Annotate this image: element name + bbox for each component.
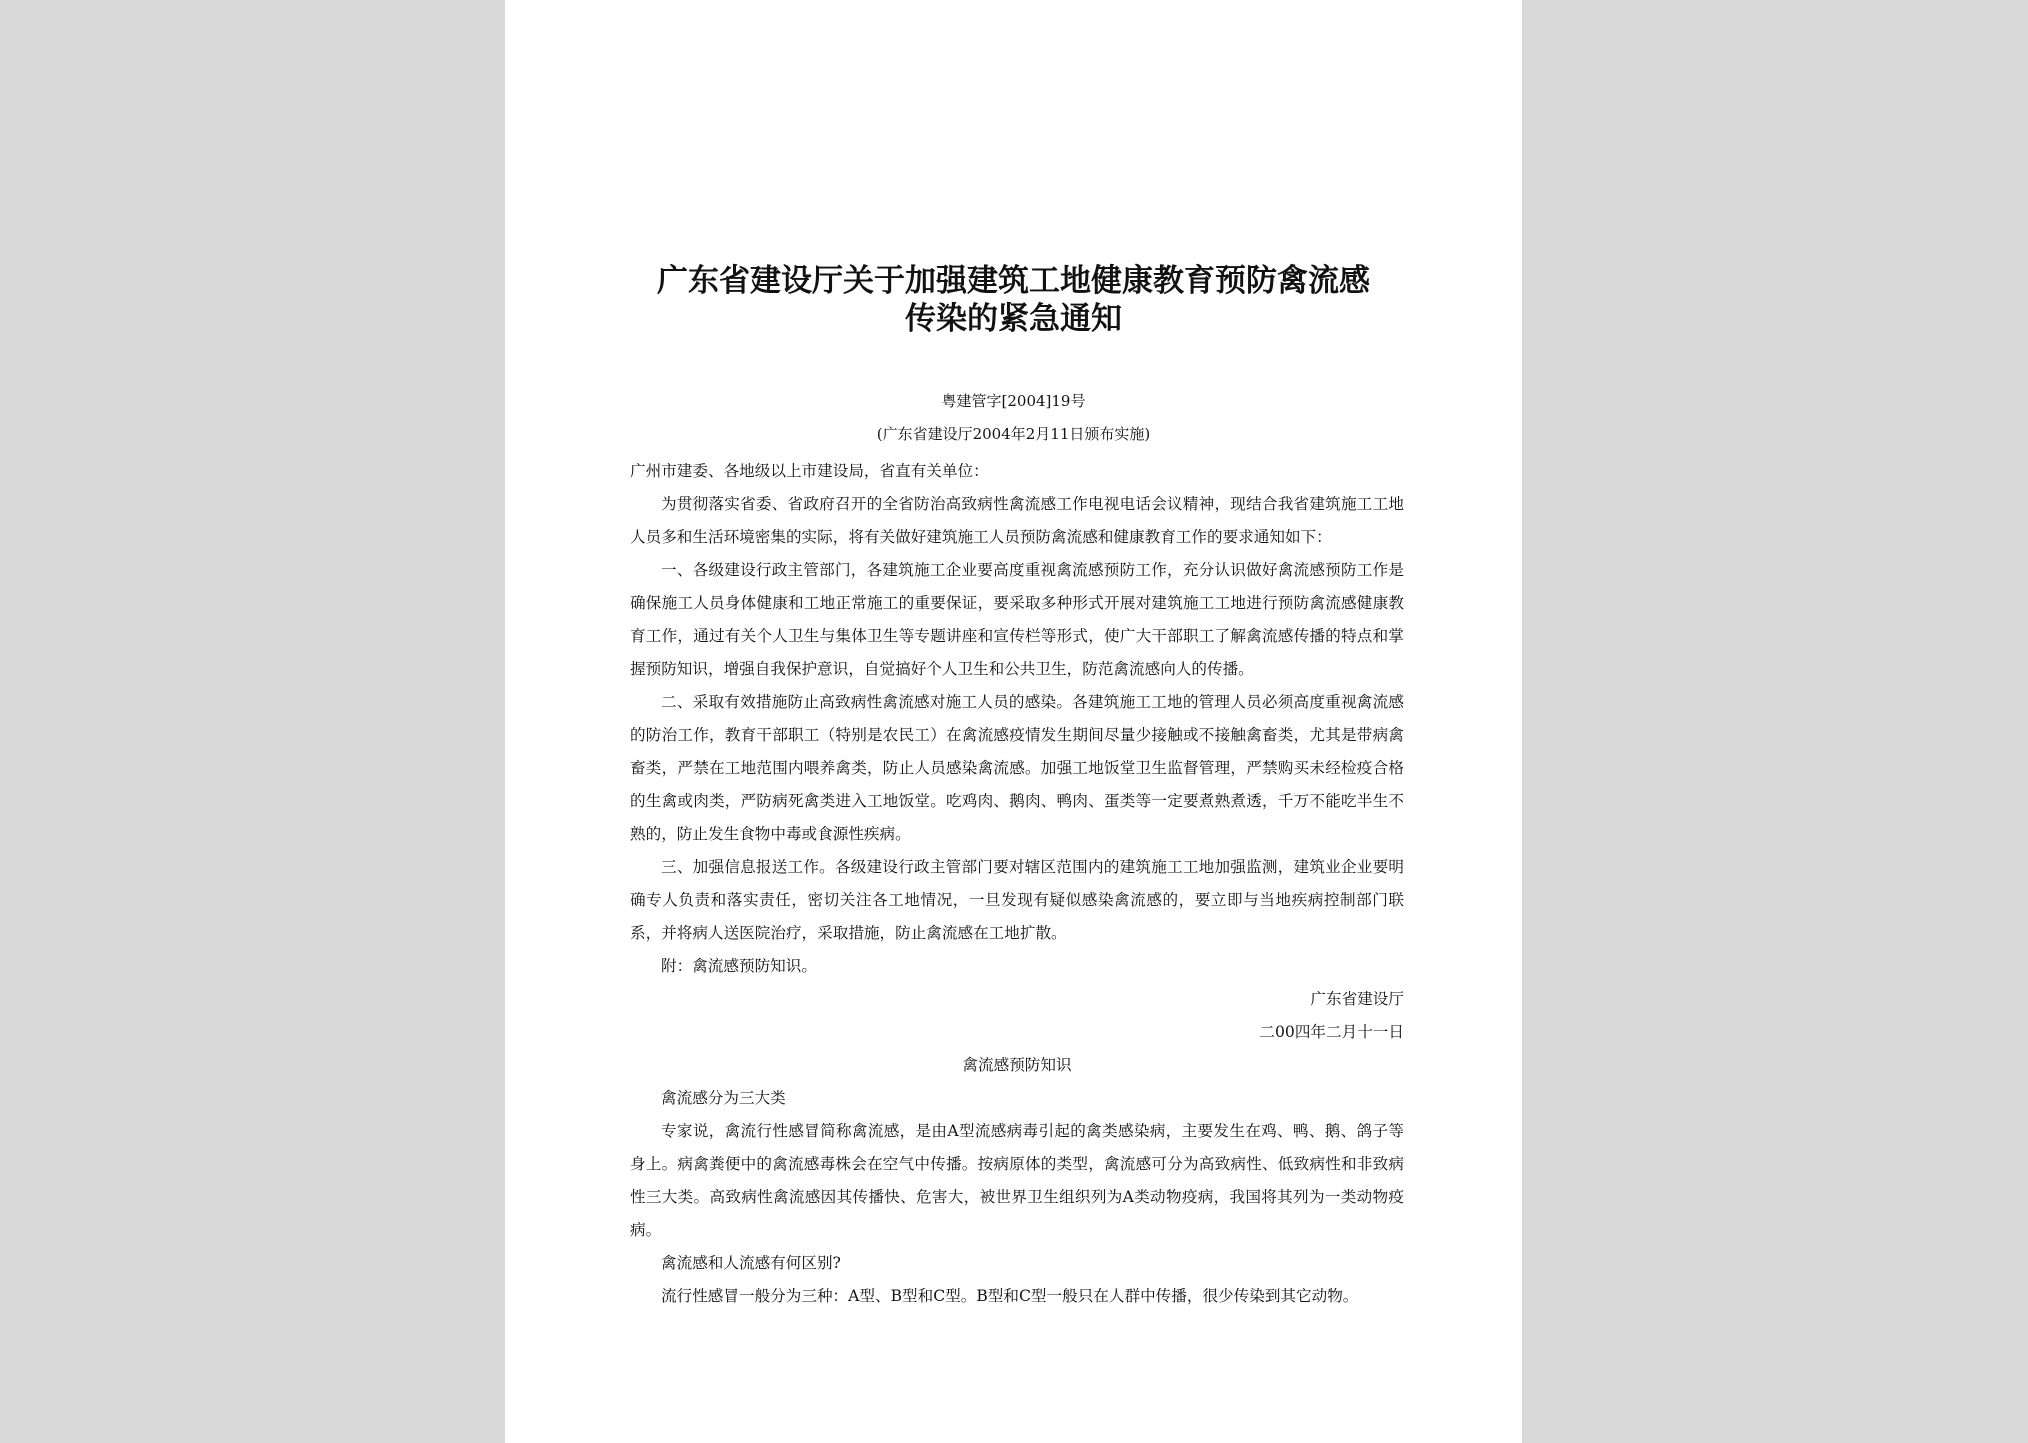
intro-paragraph: 为贯彻落实省委、省政府召开的全省防治高致病性禽流感工作电视电话会议精神，现结合我省建筑施工工地人员多和生活环境密集的实际，将有关做好建筑施工人员预防禽流感和健康教育工作的要求通知如下： <box>630 495 1404 546</box>
annex-heading-2: 禽流感和人流感有何区别? <box>661 1254 841 1272</box>
title-line-1: 广东省建设厅关于加强建筑工地健康教育预防禽流感 <box>657 263 1370 299</box>
annex-paragraph-1: 专家说，禽流行性感冒简称禽流感，是由A型流感病毒引起的禽类感染病，主要发生在鸡、鸭、鹅、鸽子等身上。病禽粪便中的禽流感毒株会在空气中传播。按病原体的类型，禽流感可分为高致病性、低致病性和非致病性三大类。高致病性禽流感因其传播快、危害大，被世界卫生组织列为A类动物疫病，我国将其列为一类动物疫病。 <box>630 1122 1404 1239</box>
document-page <box>505 0 1522 1443</box>
item-3-paragraph: 三、加强信息报送工作。各级建设行政主管部门要对辖区范围内的建筑施工工地加强监测，建筑业企业要明确专人负责和落实责任，密切关注各工地情况，一旦发现有疑似感染禽流感的，要立即与当地疾病控制部门联系，并将病人送医院治疗，采取措施，防止禽流感在工地扩散。 <box>630 858 1404 942</box>
annex-title: 禽流感预防知识 <box>962 1056 1072 1074</box>
issued-note: (广东省建设厅2004年2月11日颁布实施) <box>876 425 1151 443</box>
annex-paragraph-2: 流行性感冒一般分为三种：A型、B型和C型。B型和C型一般只在人群中传播，很少传染到其它动物。 <box>661 1287 1359 1305</box>
title-line-2: 传染的紧急通知 <box>905 301 1122 337</box>
attachment-note: 附：禽流感预防知识。 <box>661 957 817 975</box>
issue-date: 二00四年二月十一日 <box>1259 1023 1404 1041</box>
document-number: 粤建管字[2004]19号 <box>941 392 1086 410</box>
signature: 广东省建设厅 <box>1310 990 1404 1008</box>
document-body <box>630 455 1404 1313</box>
document-title <box>595 262 1432 338</box>
item-2-paragraph: 二、采取有效措施防止高致病性禽流感对施工人员的感染。各建筑施工工地的管理人员必须高度重视禽流感的防治工作，教育干部职工（特别是农民工）在禽流感疫情发生期间尽量少接触或不接触禽畜类，尤其是带病禽畜类，严禁在工地范围内喂养禽类，防止人员感染禽流感。加强工地饭堂卫生监督管理，严禁购买未经检疫合格的生禽或肉类，严防病死禽类进入工地饭堂。吃鸡肉、鹅肉、鸭肉、蛋类等一定要煮熟煮透，千万不能吃半生不熟的，防止发生食物中毒或食源性疾病。 <box>630 693 1404 843</box>
item-1-paragraph: 一、各级建设行政主管部门，各建筑施工企业要高度重视禽流感预防工作，充分认识做好禽流感预防工作是确保施工人员身体健康和工地正常施工的重要保证，要采取多种形式开展对建筑施工工地进行预防禽流感健康教育工作，通过有关个人卫生与集体卫生等专题讲座和宣传栏等形式，使广大干部职工了解禽流感传播的特点和掌握预防知识，增强自我保护意识，自觉搞好个人卫生和公共卫生，防范禽流感向人的传播。 <box>630 561 1404 678</box>
addressee: 广州市建委、各地级以上市建设局，省直有关单位： <box>630 462 989 480</box>
annex-heading-1: 禽流感分为三大类 <box>661 1089 786 1107</box>
